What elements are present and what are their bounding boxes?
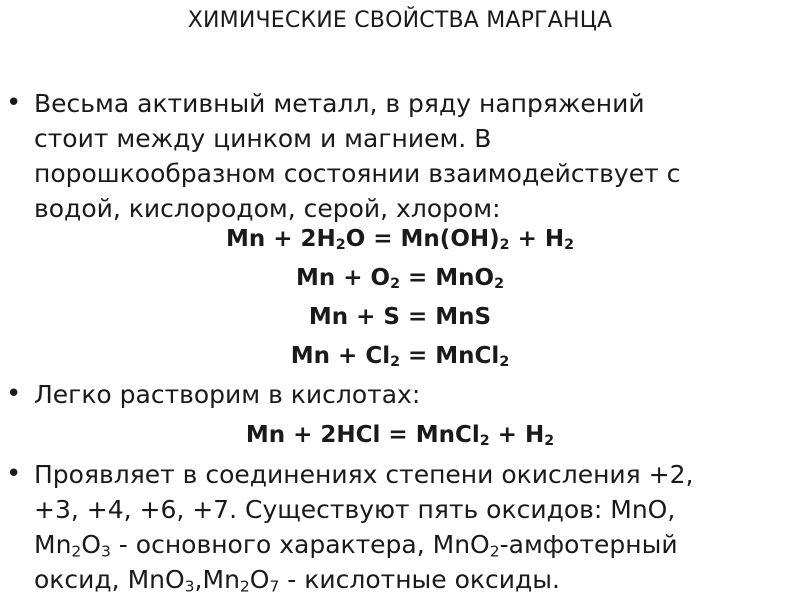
bullet-1-text xyxy=(34,86,784,226)
equation-3: Mn + S = MnS xyxy=(308,304,492,330)
bullet-1-line-2: стоит между цинком и магнием. В xyxy=(34,124,492,153)
bullet-3-text xyxy=(34,457,784,597)
bullet-1-line-3: порошкообразном состоянии взаимодействует с xyxy=(34,159,681,188)
bullet-2-text xyxy=(34,377,784,412)
bullet-3-line-2: +3, +4, +6, +7. Существуют пять оксидов: MnO, xyxy=(34,495,676,524)
bullet-3-line-4: оксид, $MnO_3,Mn_2O_7$ - кислотные оксиды. xyxy=(34,565,560,596)
bullet-1-line-4: водой, кислородом, серой, хлором: xyxy=(34,194,501,223)
slide-title: ХИМИЧЕСКИЕ СВОЙСТВА МАРГАНЦА xyxy=(187,8,613,33)
equation-4: $Mn + Cl_2$ = MnCl$_2$ xyxy=(290,343,510,371)
bullet-3-line-3: $Mn_2O_3$ - основного характера, MnO$_2$-амфотерный xyxy=(34,530,678,561)
equation-5: Mn + 2HCl = MnCl$_2$ + $H_2$ xyxy=(245,422,555,450)
equation-2: $Mn + O_2 = MnO_2$ xyxy=(295,265,505,293)
bullet-2-marker: • xyxy=(6,379,22,409)
bullet-3-marker: • xyxy=(6,459,22,489)
equation-1: $Mn + 2H_2O = Mn(OH)_2 + H_2$ xyxy=(225,226,575,254)
bullet-1-line-1: Весьма активный металл, в ряду напряжений xyxy=(34,89,645,118)
bullet-3-line-1: Проявляет в соединениях степени окисления +2, xyxy=(34,460,694,489)
bullet-2-line-1: Легко растворим в кислотах: xyxy=(34,380,421,409)
bullet-1-marker: • xyxy=(6,88,22,118)
